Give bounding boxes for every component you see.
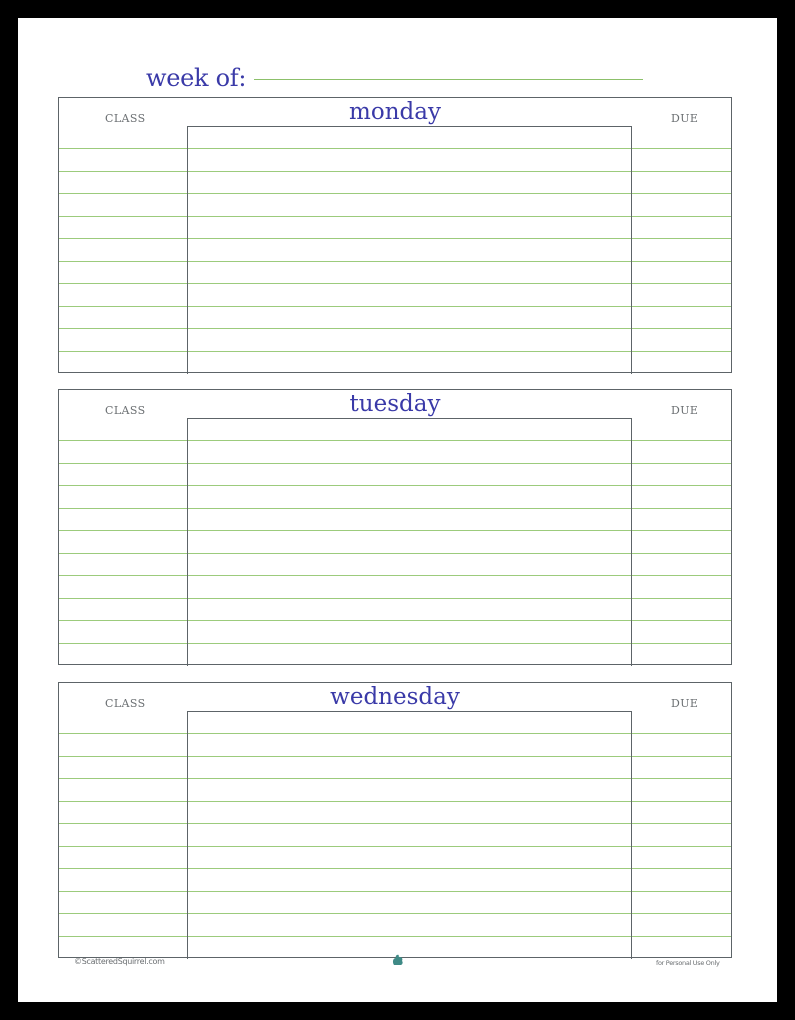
day-section-monday [58, 97, 732, 373]
day-title: wednesday [330, 684, 460, 710]
class-column-label: CLASS [105, 404, 146, 417]
notes-box[interactable] [187, 418, 632, 666]
notes-box[interactable] [187, 711, 632, 959]
due-column-label: DUE [671, 404, 699, 417]
class-column-label: CLASS [105, 112, 146, 125]
planner-page [18, 18, 777, 1002]
due-column-label: DUE [671, 697, 699, 710]
notes-box[interactable] [187, 126, 632, 374]
day-section-tuesday [58, 389, 732, 665]
footer-usage: for Personal Use Only [656, 959, 720, 967]
day-title: monday [349, 99, 441, 125]
squirrel-icon [391, 953, 405, 967]
day-section-wednesday [58, 682, 732, 958]
week-of-label: week of: [146, 64, 247, 92]
due-column-label: DUE [671, 112, 699, 125]
footer-copyright: ©ScatteredSquirrel.com [74, 957, 165, 966]
class-column-label: CLASS [105, 697, 146, 710]
week-of-header [146, 54, 246, 90]
day-title: tuesday [349, 391, 441, 417]
week-of-input-line[interactable] [254, 79, 643, 80]
